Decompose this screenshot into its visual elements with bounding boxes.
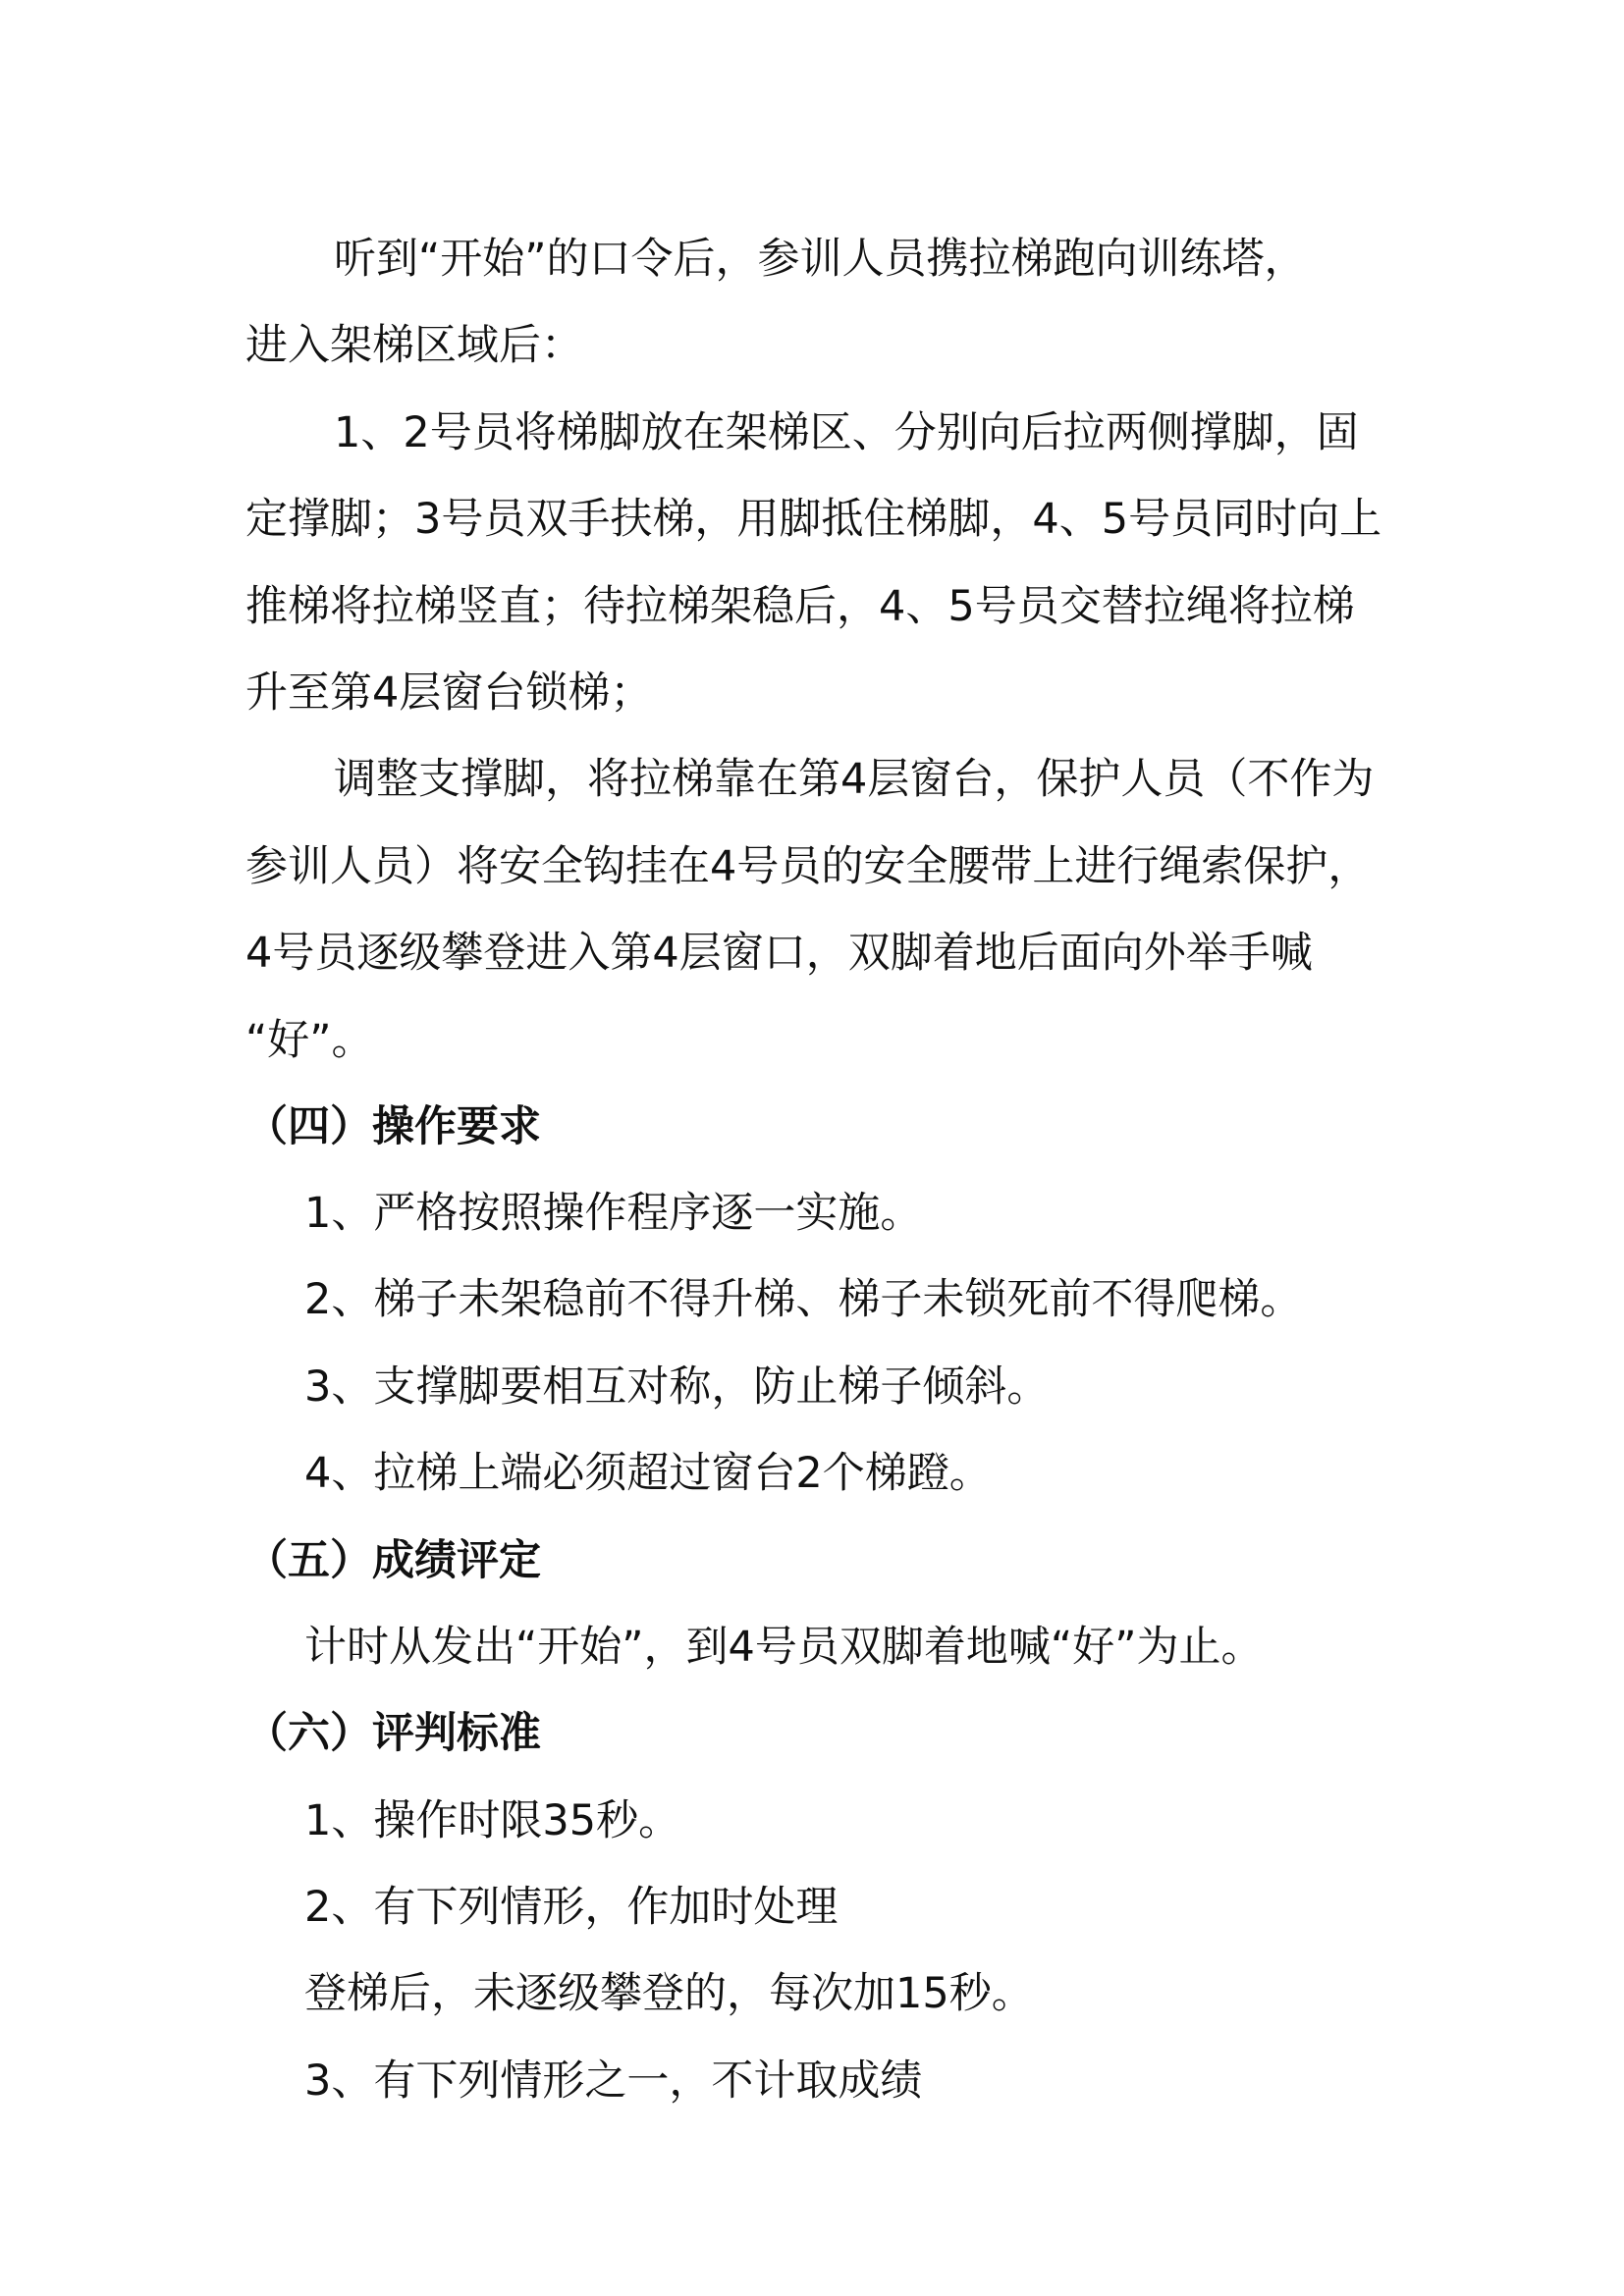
paragraph-continuation-line: 参训人员）将安全钩挂在4号员的安全腰带上进行绳索保护，: [245, 842, 1371, 891]
paragraph-start-line: 听到“开始”的口令后，参训人员携拉梯跑向训练塔，: [334, 235, 1307, 284]
paragraph-continuation-line: 定撑脚；3号员双手扶梯，用脚抵住梯脚，4、5号员同时向上: [245, 495, 1382, 544]
section-heading: （五）成绩评定: [245, 1536, 541, 1585]
list-item: 1、操作时限35秒。: [304, 1796, 681, 1845]
list-item: 4、拉梯上端必须超过窗台2个梯蹬。: [304, 1449, 992, 1498]
list-item: 3、支撑脚要相互对称，防止梯子倾斜。: [304, 1362, 1050, 1412]
paragraph-continuation-line: 升至第4层窗台锁梯；: [245, 668, 653, 718]
paragraph-continuation-line: 推梯将拉梯竖直；待拉梯架稳后，4、5号员交替拉绳将拉梯: [245, 582, 1355, 631]
paragraph-continuation-line: 进入架梯区域后：: [245, 321, 583, 370]
section-heading: （四）操作要求: [245, 1102, 541, 1151]
list-item: 3、有下列情形之一，不计取成绩: [304, 2056, 923, 2106]
list-item: 2、梯子未架稳前不得升梯、梯子未锁死前不得爬梯。: [304, 1275, 1303, 1324]
section-heading: （六）评判标准: [245, 1709, 541, 1758]
paragraph-continuation-line: “好”。: [245, 1016, 374, 1065]
paragraph-line: 计时从发出“开始”，到4号员双脚着地喊“好”为止。: [304, 1623, 1264, 1672]
list-item: 2、有下列情形，作加时处理: [304, 1883, 839, 1932]
paragraph-continuation-line: 4号员逐级攀登进入第4层窗口，双脚着地后面向外举手喊: [245, 929, 1313, 978]
paragraph-start-line: 调整支撑脚，将拉梯靠在第4层窗台，保护人员（不作为: [334, 755, 1375, 804]
paragraph-line: 登梯后，未逐级攀登的，每次加15秒。: [304, 1969, 1034, 2018]
paragraph-start-line: 1、2号员将梯脚放在架梯区、分别向后拉两侧撑脚，固: [334, 408, 1359, 457]
list-item: 1、严格按照操作程序逐一实施。: [304, 1189, 923, 1238]
